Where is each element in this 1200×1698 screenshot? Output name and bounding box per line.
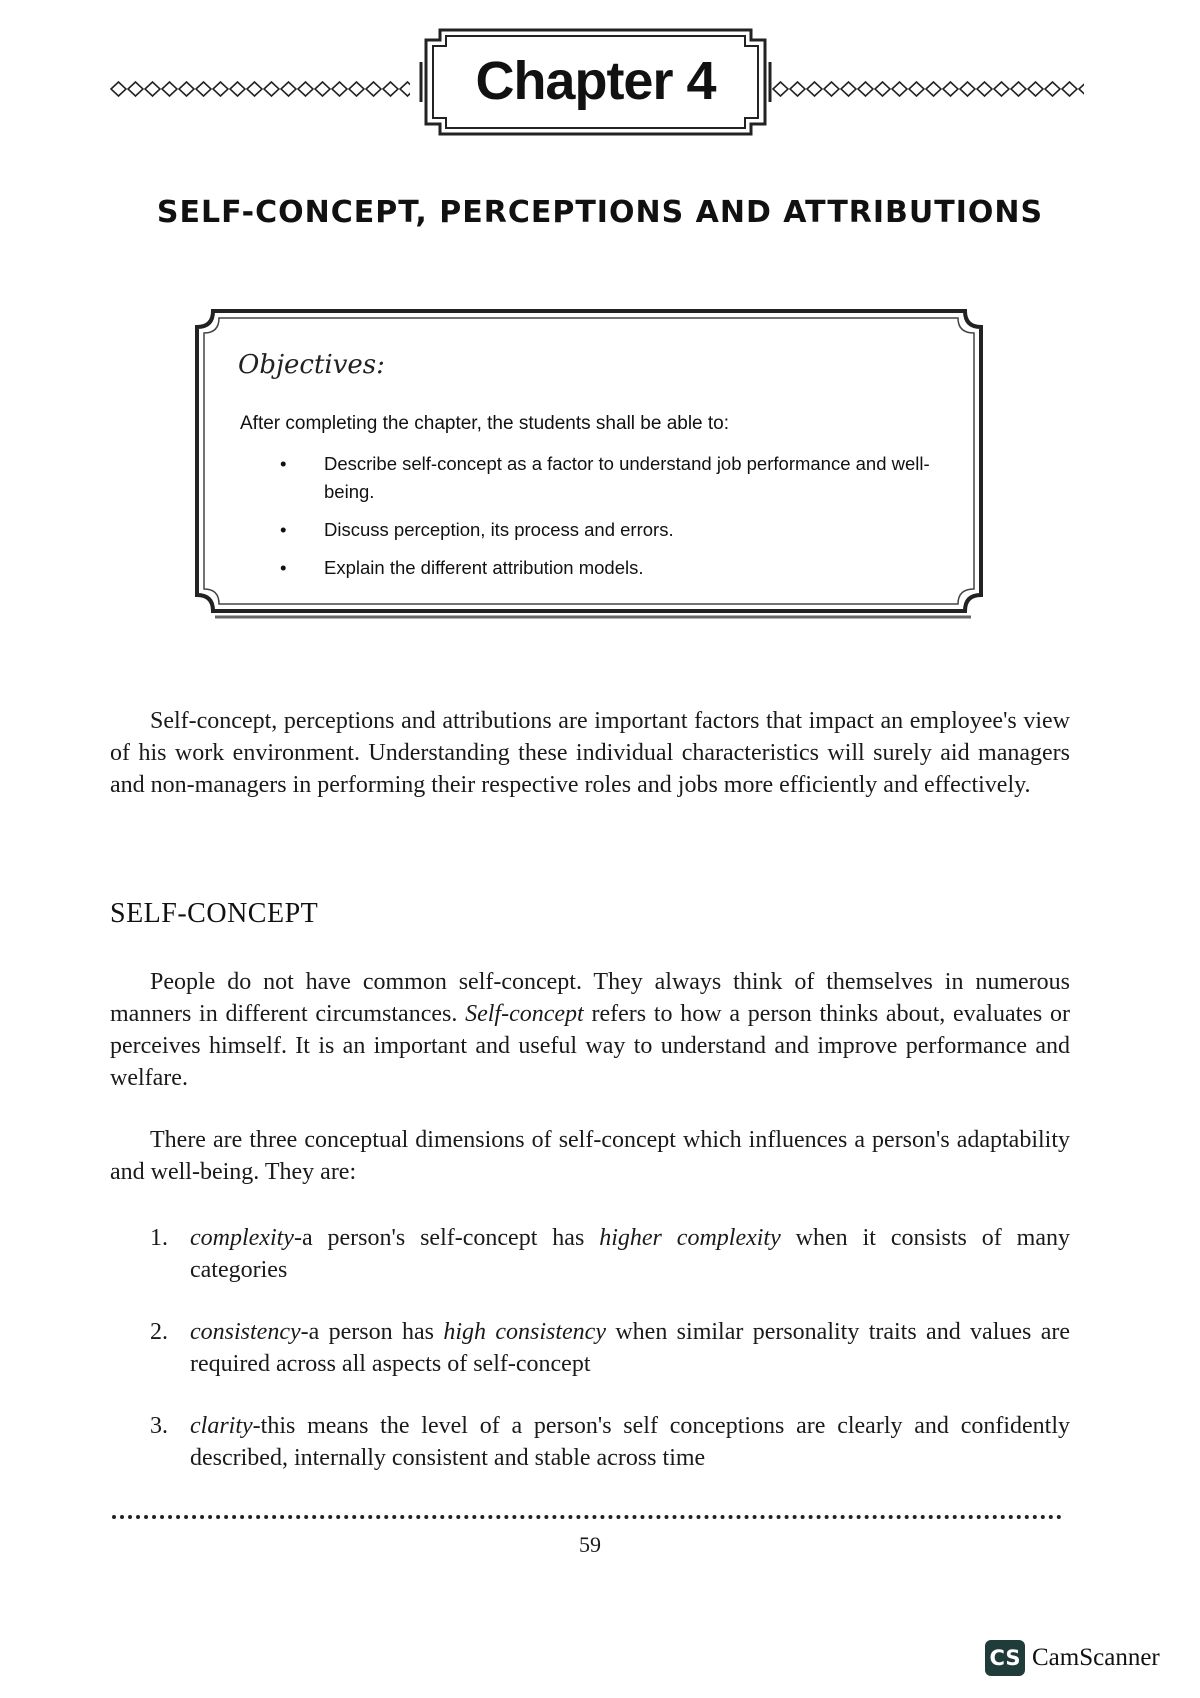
camscanner-watermark: CamScanner — [1032, 1644, 1160, 1671]
objectives-heading: Objectives: — [238, 350, 385, 380]
section-heading: SELF-CONCEPT — [110, 898, 319, 929]
chapter-label: Chapter 4 — [475, 51, 716, 111]
dimensions-list — [150, 1222, 1070, 1474]
objective-item: • Describe self-concept as a factor to understand job performance and well-being. — [280, 450, 940, 506]
bullet-icon: • — [280, 519, 287, 540]
chapter-banner — [418, 22, 773, 142]
footer-divider — [112, 1515, 1062, 1519]
chain-ornament-right — [772, 76, 1084, 102]
list-item: 1. complexity-a person's self-concept has higher complexity when it consists of many categories — [150, 1225, 1070, 1283]
objectives-intro: After completing the chapter, the students shall be able to: — [240, 413, 730, 434]
chapter-title: SELF-CONCEPT, PERCEPTIONS AND ATTRIBUTIONS — [156, 195, 1044, 230]
intro-paragraph: Self-concept, perceptions and attributions are important factors that impact an employee's view of his work environment. Understanding these individual characteristics will surely aid managers and non-managers in performing their respective roles and jobs more efficiently and effectively. — [110, 708, 1070, 798]
bullet-icon: • — [280, 453, 287, 474]
camscanner-logo: CS — [985, 1640, 1025, 1676]
self-concept-paragraph: People do not have common self-concept. They always think of themselves in numerous manners in different circumstances. Self-concept refers to how a person thinks about, evaluates or perceives himself. It is an important and useful way to understand and improve performance and welfare. — [110, 969, 1071, 1091]
page-number: 59 — [579, 1532, 601, 1557]
list-item: 3. clarity-this means the level of a person's self conceptions are clearly and confidently described, internally consistent and stable across time — [150, 1413, 1070, 1471]
chain-ornament-left — [110, 76, 410, 102]
bullet-icon: • — [280, 557, 287, 578]
objective-item: • Explain the different attribution models. — [280, 554, 940, 582]
dimensions-paragraph: There are three conceptual dimensions of self-concept which influences a person's adaptability and well-being. They are: — [110, 1127, 1070, 1185]
objectives-list — [280, 450, 940, 582]
objective-item: • Discuss perception, its process and errors. — [280, 516, 940, 544]
list-item: 2. consistency-a person has high consistency when similar personality traits and values are required across all aspects of self-concept — [150, 1319, 1071, 1377]
